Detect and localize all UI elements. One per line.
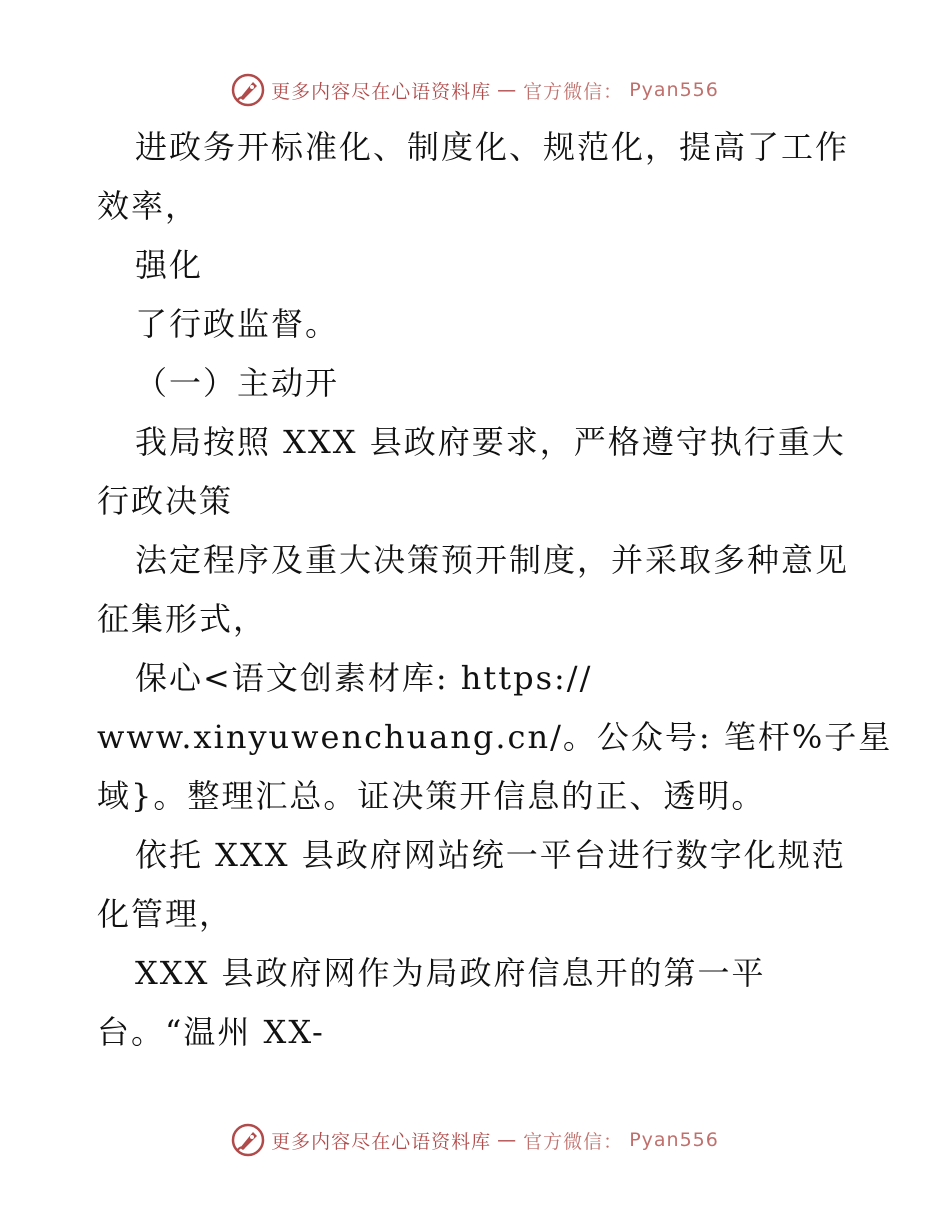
header-wechat-id: Pyan556 bbox=[629, 79, 719, 101]
text-line: 法定程序及重大决策预开制度，并采取多种意见 bbox=[135, 541, 850, 579]
text-line: 进政务开标准化、制度化、规范化，提高了工作 bbox=[135, 128, 850, 166]
header-banner-content bbox=[231, 73, 719, 107]
text-line: 征集形式， bbox=[97, 600, 268, 638]
document-body bbox=[97, 118, 893, 1062]
text-line: 依托 XXX 县政府网站统一平台进行数字化规范 bbox=[135, 836, 846, 874]
text-line: （一）主动开 bbox=[135, 364, 340, 402]
footer-banner-content bbox=[231, 1123, 719, 1157]
footer-banner bbox=[0, 1120, 950, 1160]
text-line: 化管理， bbox=[97, 895, 234, 933]
pen-nib-logo-icon bbox=[231, 73, 265, 107]
text-line: 行政决策 bbox=[97, 482, 234, 520]
header-wechat-label: 官方微信： bbox=[523, 80, 624, 103]
footer-wechat-label: 官方微信： bbox=[523, 1130, 624, 1153]
header-banner bbox=[0, 70, 950, 110]
footer-banner-dash: — bbox=[497, 1129, 518, 1151]
text-line: 保心<语文创素材库: https:// bbox=[135, 659, 593, 697]
text-line: 我局按照 XXX 县政府要求，严格遵守执行重大 bbox=[135, 423, 846, 461]
header-banner-dash: — bbox=[497, 79, 518, 101]
text-line: 强化 bbox=[135, 246, 204, 284]
header-banner-text: 更多内容尽在心语资料库 bbox=[271, 80, 492, 103]
text-line: 域}。整理汇总。证决策开信息的正、透明。 bbox=[97, 777, 766, 815]
text-line: 台。“温州 XX- bbox=[97, 1013, 325, 1051]
pen-nib-logo-icon bbox=[231, 1123, 265, 1157]
footer-wechat-id: Pyan556 bbox=[629, 1129, 719, 1151]
text-line: 效率， bbox=[97, 187, 200, 225]
text-line: www.xinyuwenchuang.cn/。公众号: 笔杆%子星 bbox=[97, 718, 893, 756]
text-line: 了行政监督。 bbox=[135, 305, 340, 343]
text-line: XXX 县政府网作为局政府信息开的第一平 bbox=[135, 954, 766, 992]
footer-banner-text: 更多内容尽在心语资料库 bbox=[271, 1130, 492, 1153]
